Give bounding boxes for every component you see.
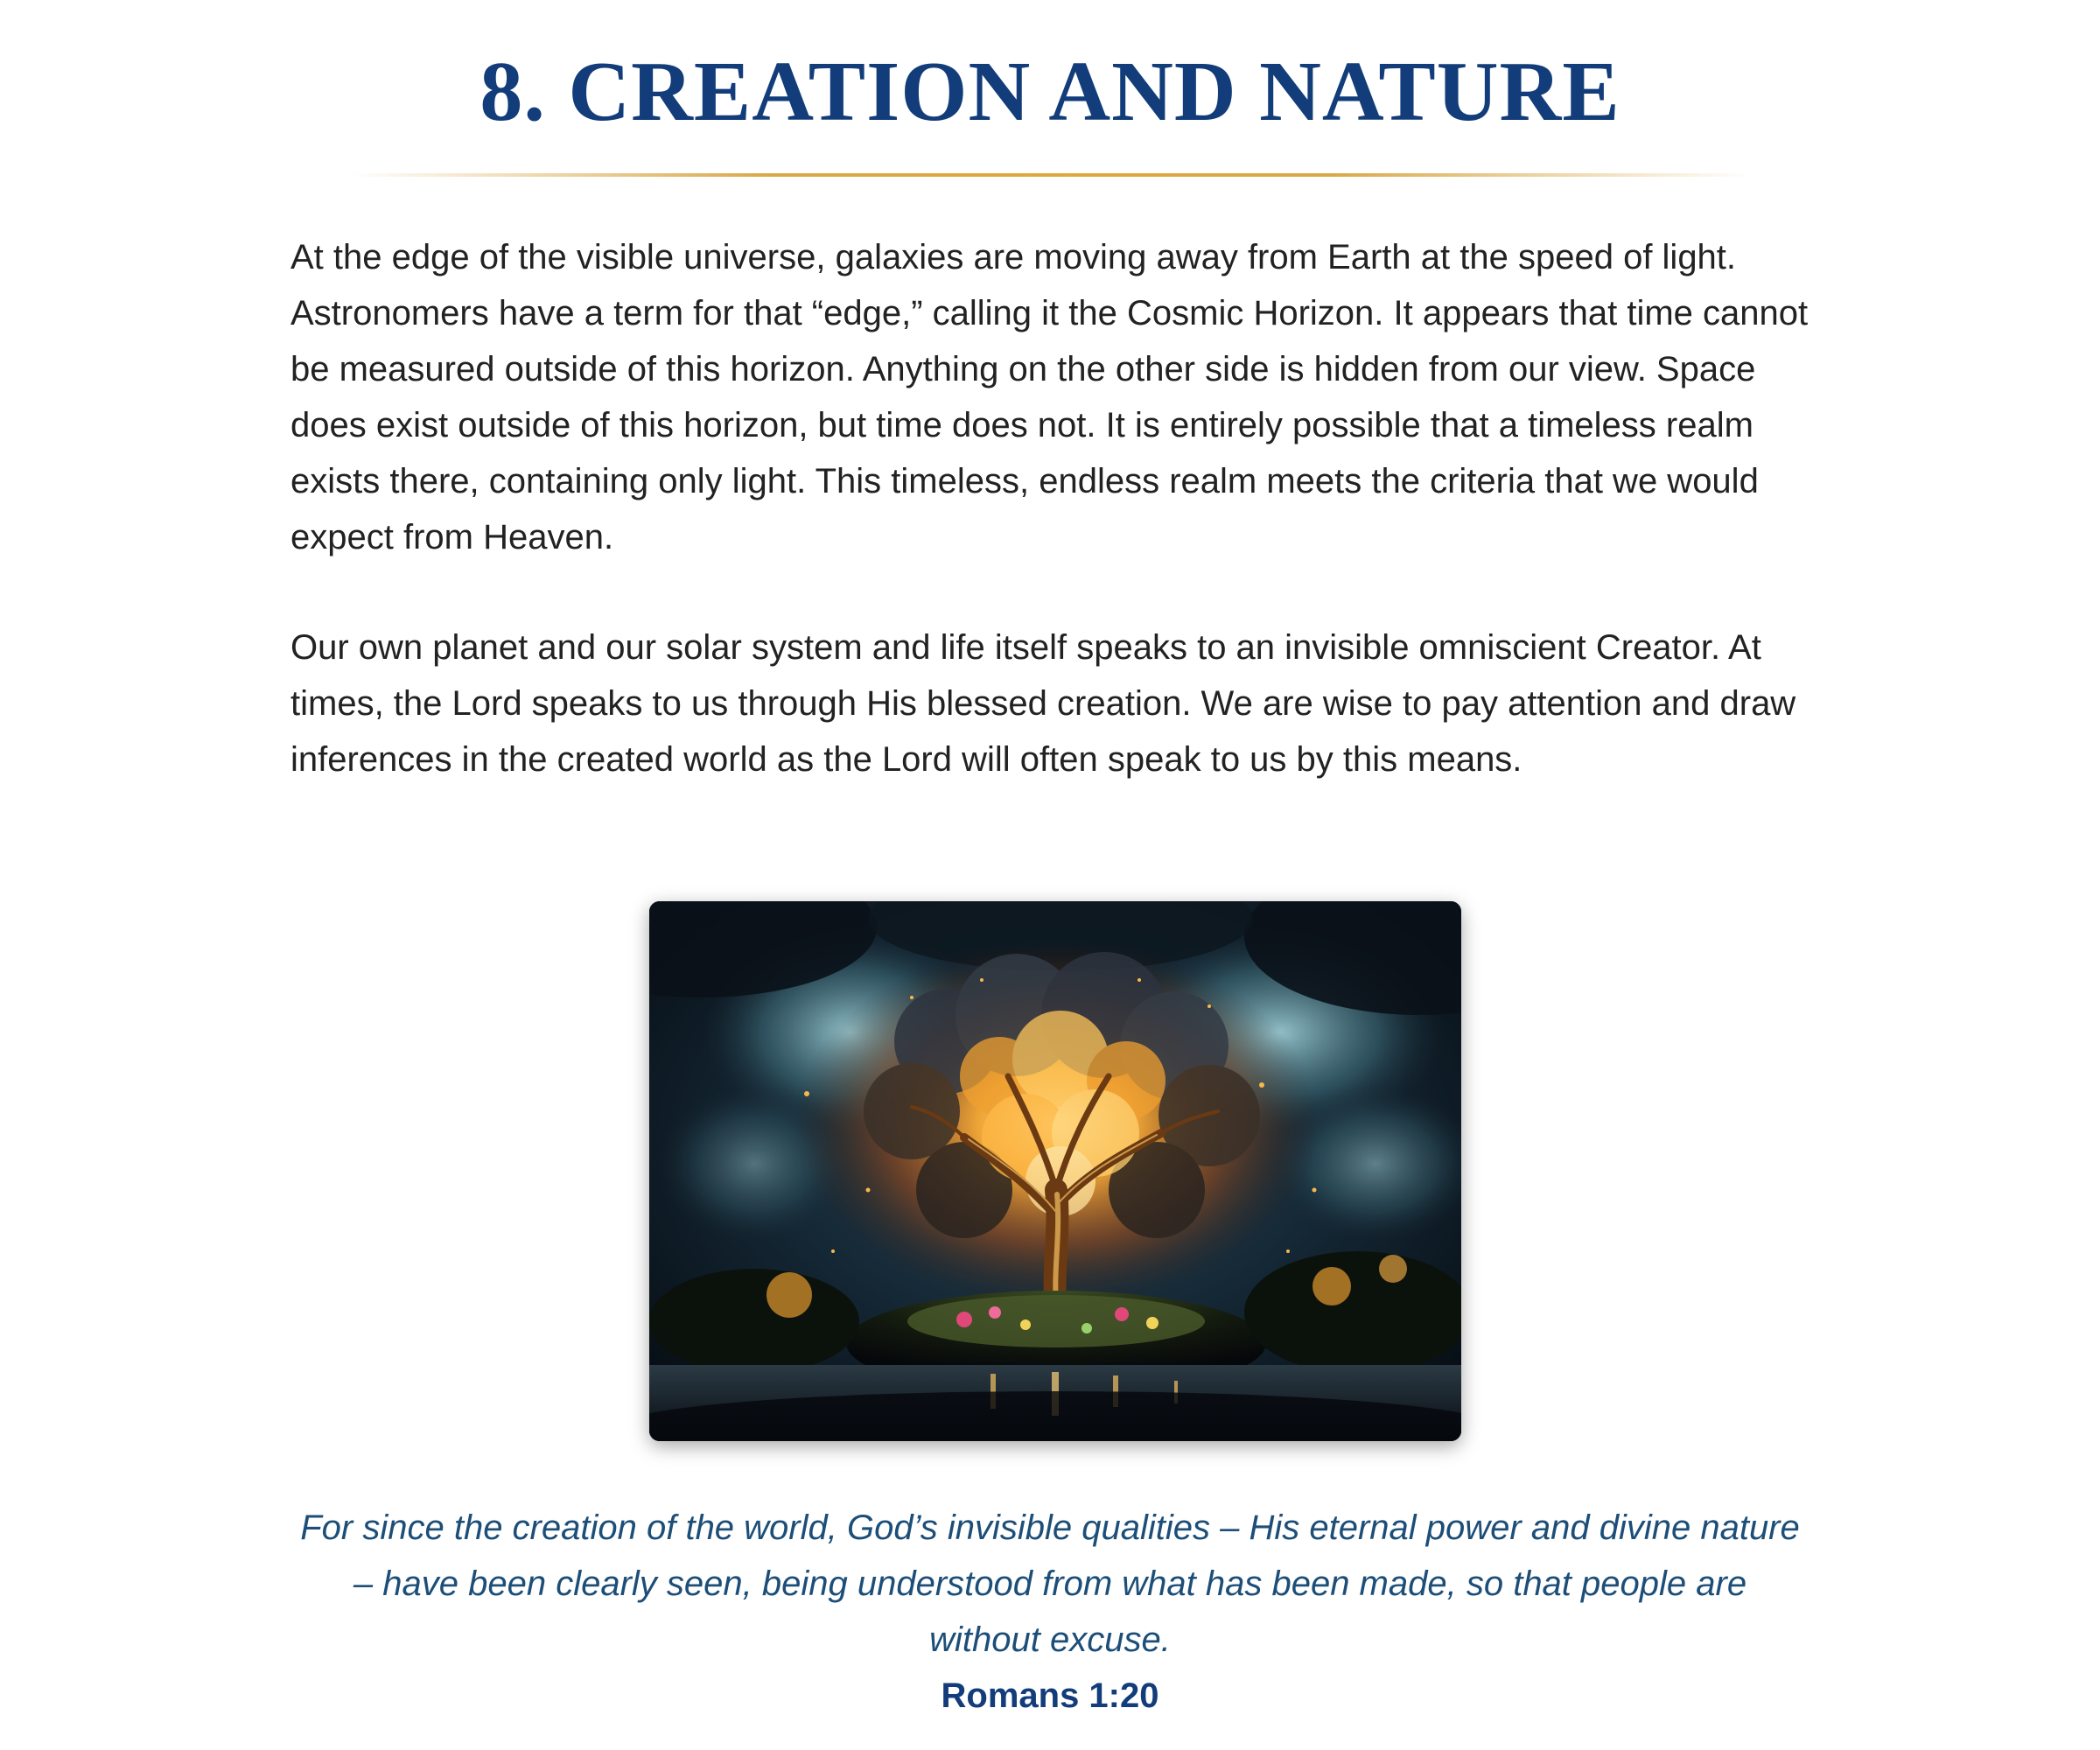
paragraph-cosmic-horizon: At the edge of the visible universe, galaxies are moving away from Earth at the speed of light. Astronomers have a term for that “edge,” calling it the Cosmic Horizon. It appears that time cannot be measured outside of this horizon. Anything on the other side is hidden from our view. Space does exist outside of this horizon, but time does not. It is entirely possible that a timeless realm exists there, containing only light. This timeless, endless realm meets the criteria that we would expect from Heaven. bbox=[290, 238, 1809, 556]
tree-illustration bbox=[649, 901, 1461, 1441]
page-title: 8. CREATION AND NATURE bbox=[480, 45, 1620, 139]
paragraph-creator: Our own planet and our solar system and life itself speaks to an invisible omniscient Creator. At times, the Lord speaks to us through His blessed creation. We are wise to pay attention and draw inferences in the created world as the Lord will often speak to us by this means. bbox=[290, 628, 1796, 779]
title-divider bbox=[350, 173, 1750, 177]
tree-of-life-image bbox=[649, 901, 1461, 1441]
scripture-reference: Romans 1:20 bbox=[941, 1676, 1159, 1715]
scripture-quote: For since the creation of the world, God’s invisible qualities – His eternal power and divine nature – have been clearly seen, being understood from what has been made, so that people are without excuse. bbox=[300, 1508, 1800, 1659]
